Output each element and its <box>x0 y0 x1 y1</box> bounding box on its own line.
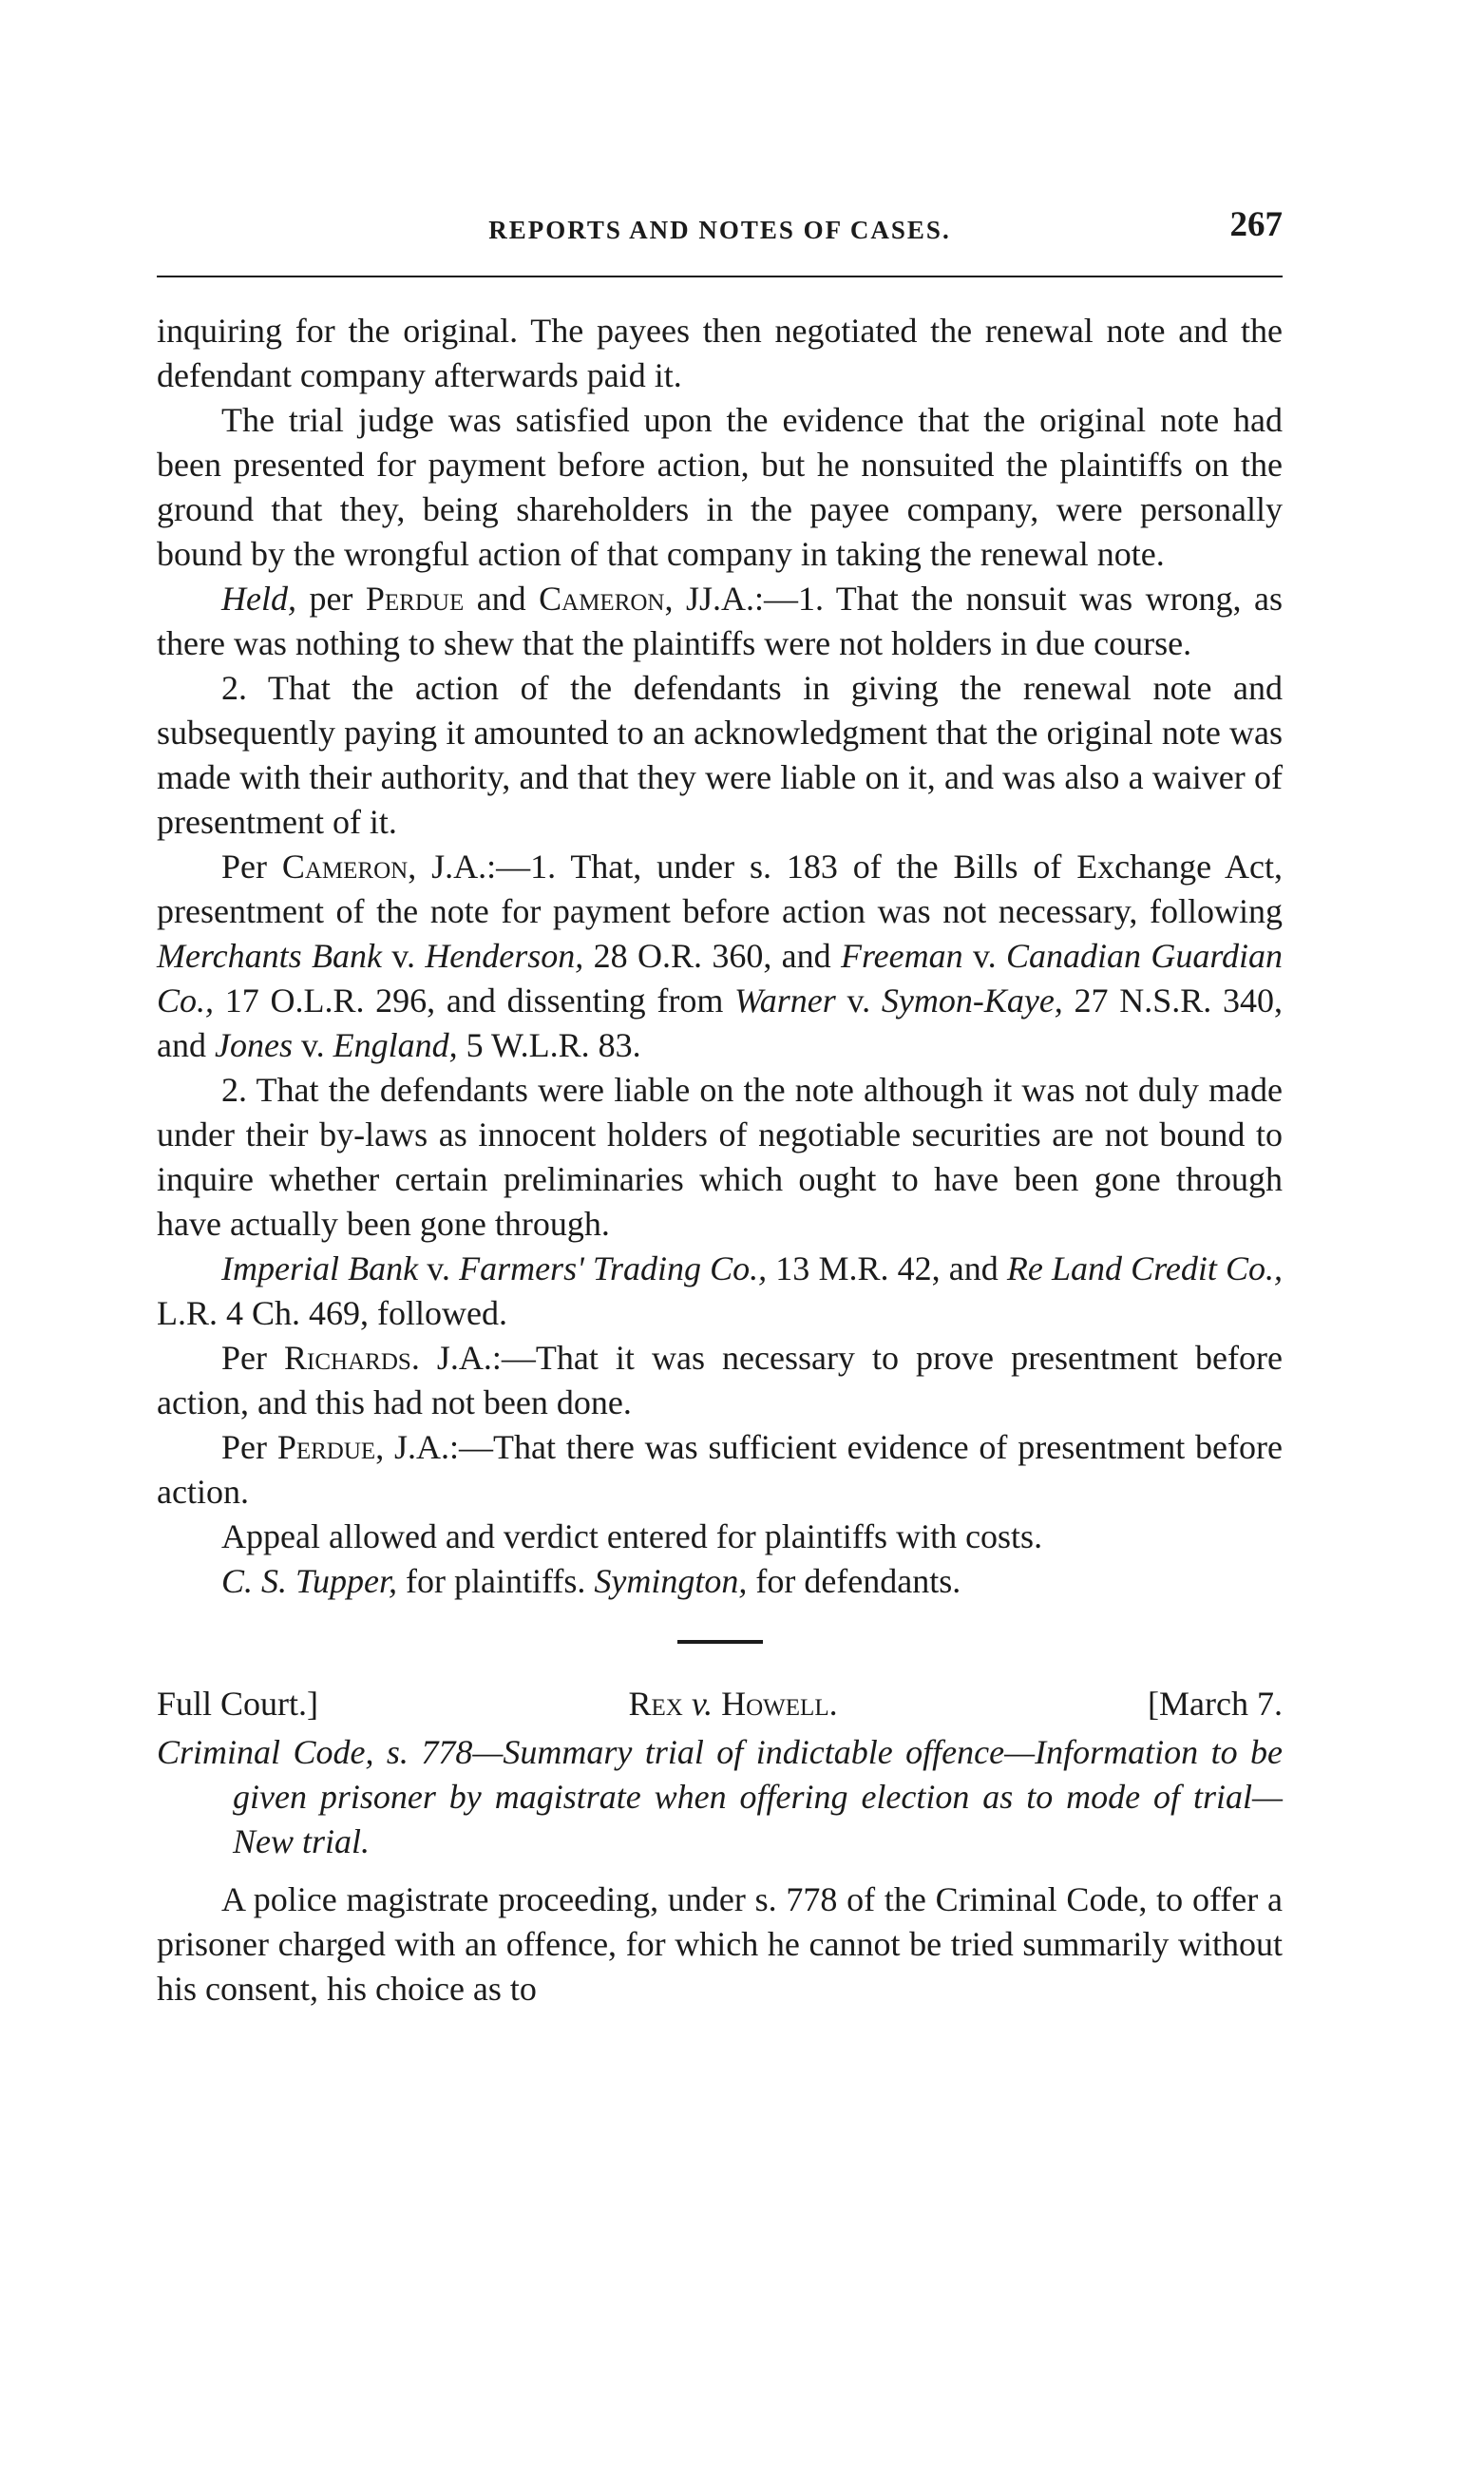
headnote: Criminal Code, s. 778—Summary trial of indictable offence—Information to be given prisoner by magistrate when offering election as to mode of trial—New trial. <box>157 1733 1283 1860</box>
text-run: 27 N.S.R. 340, and <box>157 982 1284 1064</box>
judge-name: Perdue <box>365 580 465 618</box>
text-run: , JJ.A.:—1. That the nonsuit was wrong, as there was nothing to shew that the plaintiffs were not holders in due course. <box>157 580 1284 662</box>
text-run: 28 O.R. 360, and <box>583 937 841 975</box>
body-text <box>157 309 1283 2011</box>
case-heading <box>157 1682 1283 1726</box>
paragraph: 2. That the action of the defendants in giving the renewal note and subsequently paying it amounted to an acknowledgment that the original note was made with their authority, and that they were liable on it, and was also a waiver of presentment of it. <box>157 669 1283 841</box>
judge-name: Cameron <box>281 848 409 886</box>
case-name: Henderson, <box>425 937 584 975</box>
case-name: Canadian Guardian Co., <box>157 937 1284 1020</box>
judge-name: Perdue <box>276 1428 376 1466</box>
case-name: Freeman <box>841 937 963 975</box>
counsel-line <box>157 1559 1283 1604</box>
case-name: England, <box>333 1026 458 1064</box>
text-run: Per <box>221 1428 277 1466</box>
text-run: for defendants. <box>747 1562 961 1600</box>
case-name: Re Land Credit Co., <box>1006 1249 1284 1287</box>
disposition: Appeal allowed and verdict entered for plaintiffs with costs. <box>221 1517 1043 1555</box>
case-name: Farmers' Trading Co., <box>459 1249 768 1287</box>
paragraph: 2. That the defendants were liable on the note although it was not duly made under their by-laws as innocent holders of negotiable securities are not bound to inquire whether certain preliminaries which ought to have been gone through have actually been gone through. <box>157 1071 1283 1243</box>
text-run: Per <box>221 848 282 886</box>
text-run: 5 W.L.R. 83. <box>457 1026 641 1064</box>
section-divider <box>677 1640 763 1644</box>
text-run: v. <box>682 1685 722 1723</box>
text-run: and <box>464 580 540 618</box>
text-run: Per <box>221 1339 285 1377</box>
text-run: v. <box>835 982 882 1020</box>
case-name: Warner <box>734 982 836 1020</box>
text-run: L.R. 4 Ch. 469, followed. <box>157 1294 507 1332</box>
page-number: 267 <box>1229 205 1283 244</box>
court-label: Full Court.] <box>157 1685 319 1723</box>
paragraph: inquiring for the original. The payees then negotiated the renewal note and the defendant company afterwards paid it. <box>157 312 1283 394</box>
case-name: Jones <box>214 1026 293 1064</box>
held-paragraph <box>157 577 1283 666</box>
running-title: REPORTS AND NOTES OF CASES. <box>488 216 951 244</box>
text-run: . J.A.:—That it was necessary to prove presentment before action, and this had not been done. <box>157 1339 1283 1421</box>
case-date: [March 7. <box>1148 1685 1283 1723</box>
text-run: for plaintiffs. <box>397 1562 595 1600</box>
case-name: Imperial Bank <box>221 1249 419 1287</box>
text-run: v. <box>418 1249 460 1287</box>
cameron-paragraph <box>157 845 1283 1068</box>
text-run: v. <box>962 937 1006 975</box>
text-run: v. <box>292 1026 333 1064</box>
paragraph: The trial judge was satisfied upon the evidence that the original note had been presented for payment before action, but he nonsuited the plaintiffs on the ground that they, being shareholders in the payee company, were personally bound by the wrongful action of that company in taking the renewal note. <box>157 401 1283 573</box>
text-run: , J.A.:—1. That, under s. 183 of the Bills of Exchange Act, presentment of the note for payment before action was not necessary, following <box>157 848 1283 930</box>
paragraph: A police magistrate proceeding, under s. 778 of the Criminal Code, to offer a prisoner charged with an offence, for which he cannot be tried summarily without his consent, his choice as to <box>157 1880 1283 2008</box>
counsel-name: C. S. Tupper, <box>221 1562 398 1600</box>
text-run: 13 M.R. 42, and <box>767 1249 1007 1287</box>
header-rule <box>157 276 1283 277</box>
judge-name: Cameron <box>539 580 665 618</box>
richards-paragraph <box>157 1336 1283 1425</box>
case-title <box>628 1682 837 1726</box>
citation-paragraph <box>157 1247 1283 1336</box>
text-run: 17 O.L.R. 296, and dissenting from <box>214 982 735 1020</box>
running-header <box>157 204 1283 261</box>
text-run: , J.A.:—That there was sufficient evidence of presentment before action. <box>157 1428 1283 1511</box>
counsel-name: Symington, <box>594 1562 748 1600</box>
text-run: v. <box>381 937 426 975</box>
judge-name: Richards <box>284 1339 411 1377</box>
text-run: per <box>295 580 366 618</box>
party-name: Rex <box>628 1685 683 1723</box>
held-label: Held, <box>221 580 296 618</box>
case-name: Merchants Bank <box>157 937 382 975</box>
perdue-paragraph <box>157 1425 1283 1515</box>
party-name: Howell. <box>721 1685 838 1723</box>
case-name: Symon-Kaye, <box>881 982 1063 1020</box>
